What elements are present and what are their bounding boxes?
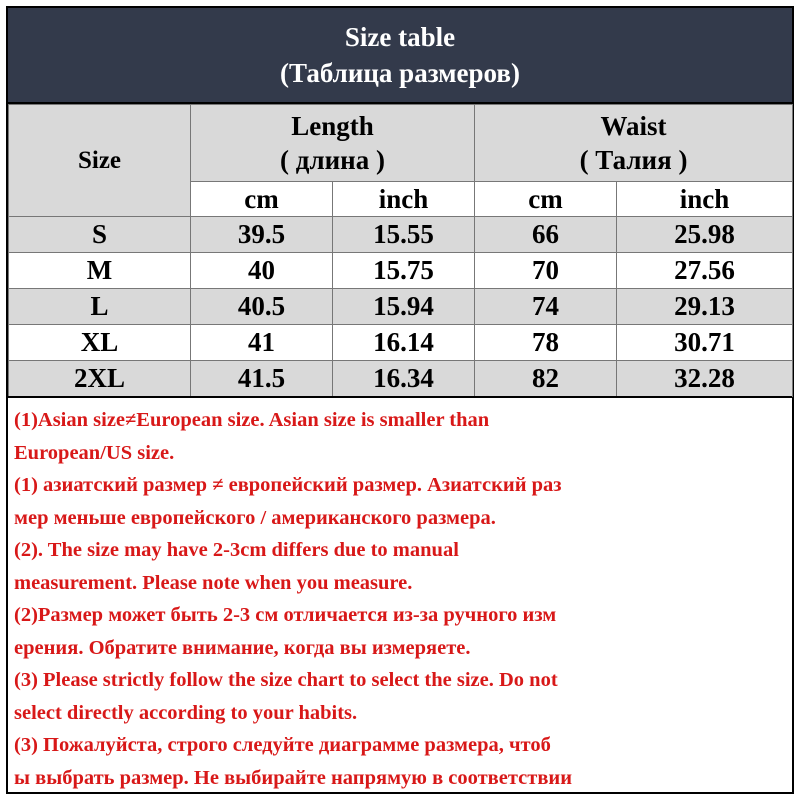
note-line: (1)Asian size≠European size. Asian size is smaller than: [14, 409, 490, 431]
unit-header: cm: [475, 182, 617, 217]
table-row: [9, 361, 793, 397]
waist-cm-cell: 78: [475, 325, 617, 361]
size-cell: 2XL: [9, 361, 191, 397]
length-cm-cell: 41.5: [191, 361, 333, 397]
length-inch-cell: 16.34: [333, 361, 475, 397]
size-chart: [6, 6, 794, 794]
length-sublabel: ( длина ): [280, 145, 385, 175]
note-line: (3) Please strictly follow the size chart to select the size. Do not: [14, 669, 558, 691]
size-cell: XL: [9, 325, 191, 361]
size-cell: M: [9, 253, 191, 289]
length-inch-cell: 15.94: [333, 289, 475, 325]
table-row: [9, 217, 793, 253]
length-inch-cell: 16.14: [333, 325, 475, 361]
unit-header: inch: [333, 182, 475, 217]
note-line: (1) азиатский размер ≠ европейский размер. Азиатский раз: [14, 474, 562, 496]
waist-inch-cell: 25.98: [617, 217, 793, 253]
unit-header: cm: [191, 182, 333, 217]
note-line: (2)Размер может быть 2-3 см отличается из-за ручного изм: [14, 604, 557, 626]
waist-cm-cell: 70: [475, 253, 617, 289]
note-line: select directly according to your habits.: [14, 701, 358, 724]
note-line: European/US size.: [14, 441, 175, 464]
size-column-header: Size: [9, 105, 191, 217]
length-cm-cell: 40: [191, 253, 333, 289]
waist-label: Waist: [600, 111, 667, 141]
table-row: [9, 325, 793, 361]
title-line-1: Size table: [344, 22, 456, 52]
note-line: ы выбрать размер. Не выбирайте напрямую в соответствии: [14, 766, 573, 789]
length-cm-cell: 41: [191, 325, 333, 361]
unit-header: inch: [617, 182, 793, 217]
waist-cm-cell: 82: [475, 361, 617, 397]
note-line: мер меньше европейского / американского размера.: [14, 506, 496, 529]
waist-cm-cell: 66: [475, 217, 617, 253]
length-group-header: [191, 105, 475, 182]
waist-group-header: [475, 105, 793, 182]
waist-cm-cell: 74: [475, 289, 617, 325]
note-line: (3) Пожалуйста, строго следуйте диаграмме размера, чтоб: [14, 734, 551, 756]
waist-inch-cell: 32.28: [617, 361, 793, 397]
size-cell: S: [9, 217, 191, 253]
waist-inch-cell: 29.13: [617, 289, 793, 325]
waist-inch-cell: 30.71: [617, 325, 793, 361]
note-line: measurement. Please note when you measure.: [14, 571, 413, 594]
waist-sublabel: ( Талия ): [579, 145, 688, 175]
note-line: ерения. Обратите внимание, когда вы измеряете.: [14, 636, 471, 659]
length-cm-cell: 39.5: [191, 217, 333, 253]
length-inch-cell: 15.55: [333, 217, 475, 253]
size-cell: L: [9, 289, 191, 325]
length-cm-cell: 40.5: [191, 289, 333, 325]
note-line: (2). The size may have 2-3cm differs due to manual: [14, 539, 459, 561]
table-row: [9, 289, 793, 325]
title-line-2: (Таблица размеров): [280, 58, 520, 88]
length-inch-cell: 15.75: [333, 253, 475, 289]
size-table: [8, 104, 793, 397]
length-label: Length: [291, 111, 374, 141]
table-row: [9, 253, 793, 289]
title-banner: [8, 8, 792, 104]
waist-inch-cell: 27.56: [617, 253, 793, 289]
notes-section: [8, 396, 792, 792]
